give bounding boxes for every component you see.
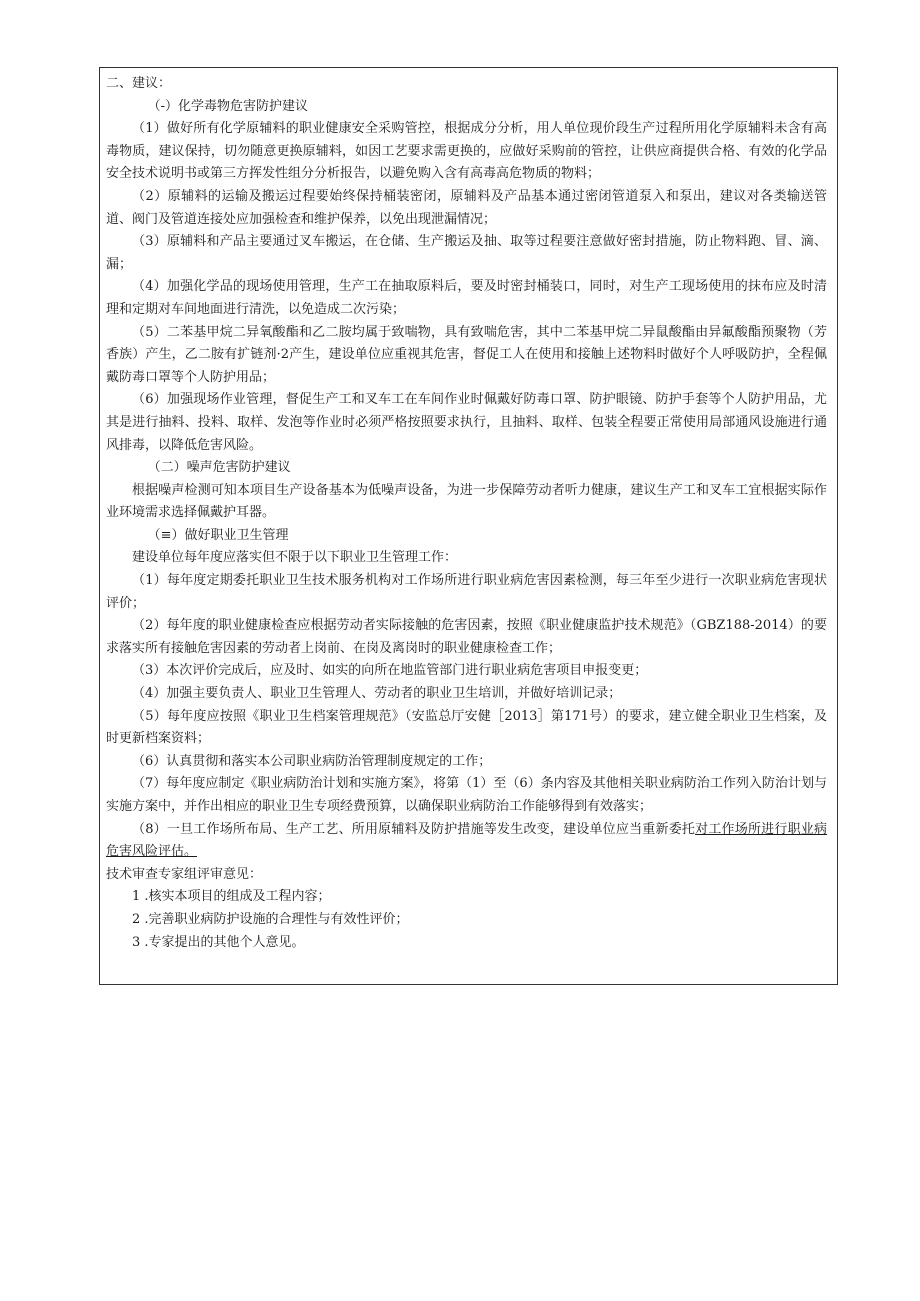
s1-item-2: （2）原辅料的运输及搬运过程要始终保持桶装密闭，原辅料及产品基本通过密闭管道泵入和泵出，建议对各类输送管道、阀门及管道连接处应加强检查和维护保养，以免出现泄漏情况； (106, 188, 827, 227)
opinion-table-cell (99, 67, 838, 985)
s3-item-8-text: （8）一旦工作场所布局、生产工艺、所用原辅料及防护措施等发生改变，建设单位应当重新委托 (132, 821, 696, 837)
s1-item-1: （1）做好所有化学原辅料的职业健康安全采购管控，根据成分分析，用人单位现价段生产过程所用化学原辅料未含有高毒物质，建议保持，切勿随意更换原辅料，如因工艺要求需更换的，应做好采购前的管控，让供应商提供合格、有效的化学品安全技术说明书或第三方挥发性组分分析报告，以避免购入含有高毒高危物质的物料； (106, 121, 827, 182)
s1-item-4: （4）加强化学品的现场使用管理，生产工在抽取原料后，要及时密封桶装口，同时，对生产工现场使用的抹布应及时清理和定期对车间地面进行清洗，以免造成二次污染； (106, 279, 827, 317)
document-body (106, 73, 827, 954)
s3-heading: （≡）做好职业卫生管理 (147, 527, 289, 543)
review-item-3: 3 .专家提出的其他个人意见。 (132, 934, 305, 950)
s1-item-6: （6）加强现场作业管理，督促生产工和叉车工在车间作业时佩戴好防毒口罩、防护眼镜、防护手套等个人防护用品，尤其是进行抽料、投料、取样、发泡等作业时必须严格按照要求执行，且抽料、取样、包装全程要正常使用局部通风设施进行通风排毒，以降低危害风险。 (106, 392, 827, 453)
s3-item-1: （1）每年度定期委托职业卫生技术服务机构对工作场所进行职业病危害因素检测，每三年至少进行一次职业病危害现状评价； (106, 573, 827, 611)
s1-heading: （-）化学毒物危害防护建议 (147, 98, 308, 114)
review-item-1: 1 .核实本项目的组成及工程内容； (132, 889, 331, 905)
s3-intro: 建设单位每年度应落实但不限于以下职业卫生管理工作： (132, 550, 458, 566)
s3-item-4: （4）加强主要负责人、职业卫生管理人、劳动者的职业卫生培训，并做好培训记录； (132, 686, 622, 702)
s2-heading: （二）噪声危害防护建议 (147, 460, 291, 476)
s3-item-8-underlined: 对工作场所进行职业病危害风险评估。 (106, 821, 827, 860)
s3-item-5: （5）每年度应按照《职业卫生档案管理规范》（安监总厅安健［2013］第171号）的要求，建立健全职业卫生档案，及时更新档案资料； (106, 708, 827, 747)
review-heading: 技术审查专家组评审意见： (106, 866, 263, 882)
s1-item-3: （3）原辅料和产品主要通过叉车搬运，在仓储、生产搬运及抽、取等过程要注意做好密封措施，防止物料跑、冒、滴、漏； (106, 234, 827, 272)
s3-item-8 (106, 819, 827, 864)
review-item-2: 2 .完善职业病防护设施的合理性与有效性评价； (132, 911, 409, 927)
s2-body: 根据噪声检测可知本项目生产设备基本为低噪声设备，为进一步保障劳动者听力健康，建议生产工和叉车工宜根据实际作业环境需求选择佩戴护耳器。 (106, 482, 827, 521)
s1-item-5: （5）二苯基甲烷二异氧酸酯和乙二胺均属于致喘物，具有致喘危害，其中二苯基甲烷二异鼠酸酯由异氟酸酯预聚物（芳香族）产生，乙二胺有扩链剂·2产生，建设单位应重视其危害，督促工人在使用和接触上述物料时做好个人呼吸防护，全程佩戴防毒口罩等个人防护用品； (106, 324, 827, 385)
s3-item-6: （6）认真贯彻和落实本公司职业病防治管理制度规定的工作； (132, 753, 492, 769)
section-title: 二、建议： (106, 76, 172, 91)
s3-item-7: （7）每年度应制定《职业病防治计划和实施方案》，将第（1）至（6）条内容及其他相关职业病防治工作列入防治计划与实施方案中，并作出相应的职业卫生专项经费预算，以确保职业病防治工作能够得到有效落实； (106, 776, 827, 814)
s3-item-3: （3）本次评价完成后，应及时、如实的向所在地监管部门进行职业病危害项目申报变更； (132, 663, 648, 679)
s3-item-2: （2）每年度的职业健康检查应根据劳动者实际接触的危害因素，按照《职业健康监护技术规范》（GBZ188-2014）的要求落实所有接触危害因素的劳动者上岗前、在岗及离岗时的职业健康检查工作； (106, 618, 827, 656)
